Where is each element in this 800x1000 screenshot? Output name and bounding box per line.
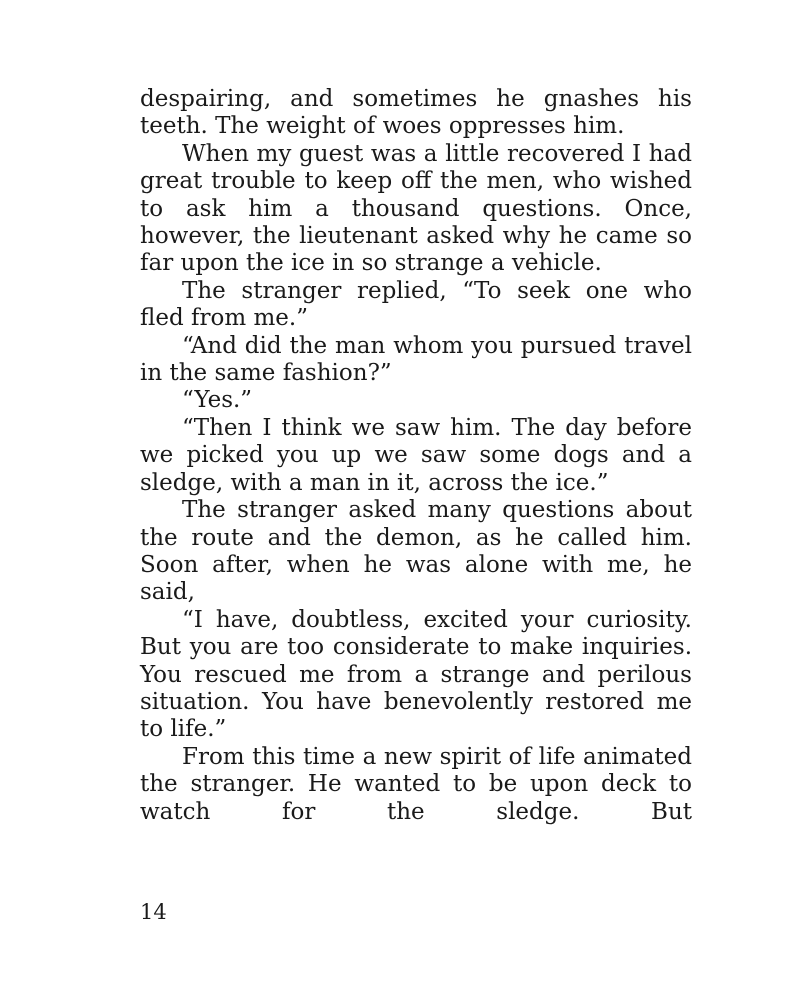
paragraph-7: The stranger asked many questions about the route and the demon, as he called him. Soon after, when he was alone with me, he said, [140, 497, 692, 606]
paragraph-4: “And did the man whom you pursued travel in the same fashion?” [140, 332, 692, 387]
paragraph-9: From this time a new spirit of life animated the stranger. He wanted to be upon deck to watch for the sledge. But [140, 743, 692, 825]
paragraph-5: “Yes.” [182, 387, 253, 414]
paragraph-2: When my guest was a little recovered I had great trouble to keep off the men, who wished to ask him a thousand questions. Once, however, the lieutenant asked why he came so far upon the ice in so strange a vehicle. [140, 140, 692, 277]
paragraph-6: “Then I think we saw him. The day before we picked you up we saw some dogs and a sledge, with a man in it, across the ice.” [140, 414, 692, 496]
paragraph-1: despairing, and sometimes he gnashes his teeth. The weight of woes oppresses him. [140, 86, 692, 140]
paragraph-3: The stranger replied, “To seek one who fled from me.” [140, 277, 692, 332]
page-number: 14 [140, 900, 167, 924]
body-text [140, 86, 692, 826]
paragraph-8: “I have, doubtless, excited your curiosity. But you are too considerate to make inquiries. You rescued me from a strange and perilous situation. You have benevolently restored me to life.” [140, 606, 692, 743]
